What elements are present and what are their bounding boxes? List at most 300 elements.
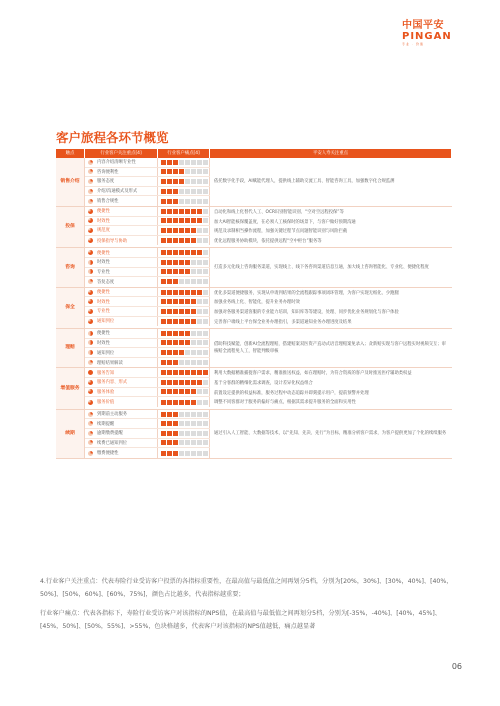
painpoint-square <box>197 350 202 355</box>
table-row <box>85 268 210 278</box>
focus-item-label: 通知到位 <box>97 319 115 325</box>
painpoint-square <box>185 389 190 394</box>
painpoint-square <box>179 199 184 204</box>
table-row <box>85 258 210 268</box>
painpoint-square <box>197 421 202 426</box>
focus-item-label: 时效性 <box>97 260 110 266</box>
painpoint-square <box>173 218 178 223</box>
painpoint-square <box>203 169 208 174</box>
painpoint-square <box>203 160 208 165</box>
table-row <box>85 307 210 317</box>
painpoint-square <box>161 260 166 265</box>
painpoint-square <box>173 412 178 417</box>
painpoint-square <box>191 331 196 336</box>
painpoint-blocks <box>158 448 210 458</box>
painpoint-square <box>167 309 172 314</box>
table-row <box>85 419 210 429</box>
painpoint-square <box>161 350 166 355</box>
painpoint-blocks <box>158 329 210 338</box>
painpoint-square <box>161 228 166 233</box>
journey-table <box>56 149 452 459</box>
painpoint-square <box>173 400 178 405</box>
painpoint-blocks <box>158 196 210 206</box>
painpoint-square <box>161 440 166 445</box>
painpoint-square <box>167 269 172 274</box>
focus-item-label: 服务体验 <box>97 389 115 395</box>
painpoint-square <box>197 431 202 436</box>
painpoint-square <box>173 238 178 243</box>
painpoint-square <box>173 309 178 314</box>
importance-pie-icon <box>88 279 93 284</box>
painpoint-square <box>167 451 172 456</box>
painpoint-square <box>167 260 172 265</box>
painpoint-square <box>191 179 196 184</box>
painpoint-square <box>173 299 178 304</box>
painpoint-square <box>197 319 202 324</box>
painpoint-square <box>161 431 166 436</box>
painpoint-square <box>173 451 178 456</box>
importance-pie-icon <box>88 400 93 405</box>
painpoint-square <box>173 260 178 265</box>
painpoint-square <box>197 331 202 336</box>
painpoint-square <box>161 421 166 426</box>
focus-item-label: 缴费便捷性 <box>97 451 119 457</box>
focus-item-label: 理赔结果解读 <box>97 360 123 366</box>
focus-text-line: 调整不同客群对于服务的偏好与痛点，根据其需求提升服务的全面和实用性 <box>214 400 356 406</box>
painpoint-square <box>173 199 178 204</box>
header-touchpoint: 触点 <box>56 149 85 158</box>
painpoint-square <box>191 189 196 194</box>
painpoint-square <box>173 290 178 295</box>
painpoint-blocks <box>158 378 210 387</box>
painpoint-square <box>191 250 196 255</box>
painpoint-square <box>161 400 166 405</box>
painpoint-square <box>173 228 178 233</box>
painpoint-blocks <box>158 226 210 235</box>
painpoint-square <box>203 400 208 405</box>
focus-item-label: 便捷性 <box>97 331 110 337</box>
painpoint-square <box>203 179 208 184</box>
painpoint-square <box>161 331 166 336</box>
table-row <box>85 158 210 168</box>
importance-pie-icon <box>88 431 93 436</box>
importance-pie-icon <box>88 269 93 274</box>
painpoint-square <box>167 160 172 165</box>
focus-text-line: 优化多渠道便捷服务，实现从申请到结果的全流程跟踪事项闭环管理，为客户实现无纸化、少跑腿 <box>214 290 399 296</box>
painpoint-square <box>185 238 190 243</box>
painpoint-square <box>185 299 190 304</box>
painpoint-square <box>203 218 208 223</box>
painpoint-blocks <box>158 217 210 226</box>
table-row <box>85 217 210 227</box>
group-label: 增值服务 <box>56 368 85 408</box>
painpoint-square <box>203 360 208 365</box>
painpoint-square <box>191 309 196 314</box>
focus-text-line: 规范及录制相当操作流程，加强关键过程节点问题智能识别与风险拦截 <box>214 229 348 235</box>
pingan-focus-text <box>210 207 452 247</box>
importance-pie-icon <box>88 238 93 243</box>
painpoint-square <box>161 169 166 174</box>
painpoint-square <box>179 169 184 174</box>
painpoint-square <box>203 319 208 324</box>
painpoint-square <box>179 250 184 255</box>
painpoint-square <box>173 250 178 255</box>
painpoint-blocks <box>158 177 210 186</box>
painpoint-blocks <box>158 339 210 348</box>
painpoint-square <box>203 440 208 445</box>
header-focus: 行业客户关注重点[4] <box>85 149 158 158</box>
painpoint-square <box>179 218 184 223</box>
painpoint-square <box>173 189 178 194</box>
painpoint-square <box>191 279 196 284</box>
painpoint-square <box>185 250 190 255</box>
painpoint-square <box>191 370 196 375</box>
painpoint-square <box>179 309 184 314</box>
painpoint-square <box>167 169 172 174</box>
painpoint-square <box>203 380 208 385</box>
painpoint-square <box>179 400 184 405</box>
importance-pie-icon <box>88 209 93 214</box>
painpoint-square <box>161 299 166 304</box>
painpoint-square <box>179 160 184 165</box>
painpoint-square <box>185 269 190 274</box>
painpoint-square <box>161 340 166 345</box>
importance-pie-icon <box>88 440 93 445</box>
painpoint-square <box>167 340 172 345</box>
painpoint-square <box>185 218 190 223</box>
painpoint-square <box>185 189 190 194</box>
group-label: 销售介绍 <box>56 158 85 206</box>
painpoint-square <box>197 169 202 174</box>
table-row <box>85 277 210 287</box>
painpoint-blocks <box>158 317 210 327</box>
painpoint-square <box>173 269 178 274</box>
painpoint-square <box>173 350 178 355</box>
painpoint-square <box>203 412 208 417</box>
painpoint-square <box>161 380 166 385</box>
painpoint-square <box>161 412 166 417</box>
painpoint-square <box>197 160 202 165</box>
painpoint-square <box>197 400 202 405</box>
painpoint-blocks <box>158 410 210 419</box>
painpoint-square <box>203 279 208 284</box>
painpoint-blocks <box>158 277 210 287</box>
painpoint-square <box>167 279 172 284</box>
painpoint-square <box>161 309 166 314</box>
importance-pie-icon <box>88 389 93 394</box>
focus-text-line: 自动化和线上化替代人工、OCR识别智能识别、“空对空远程投保”等 <box>214 209 344 215</box>
painpoint-square <box>167 331 172 336</box>
painpoint-square <box>179 340 184 345</box>
painpoint-square <box>203 370 208 375</box>
painpoint-square <box>197 238 202 243</box>
painpoint-square <box>167 380 172 385</box>
painpoint-square <box>185 169 190 174</box>
painpoint-square <box>173 380 178 385</box>
painpoint-square <box>179 290 184 295</box>
painpoint-square <box>197 380 202 385</box>
painpoint-square <box>191 340 196 345</box>
table-row <box>85 368 210 378</box>
painpoint-square <box>197 309 202 314</box>
pingan-focus-text <box>210 329 452 367</box>
focus-item-label: 介绍/沟通模式及形式 <box>97 189 138 195</box>
painpoint-square <box>185 350 190 355</box>
pingan-focus-text <box>210 368 452 408</box>
painpoint-square <box>185 421 190 426</box>
table-group <box>56 410 452 459</box>
painpoint-square <box>185 228 190 233</box>
painpoint-square <box>179 440 184 445</box>
table-row <box>85 248 210 258</box>
painpoint-square <box>179 269 184 274</box>
focus-item-label: 服务内容、形式 <box>97 380 128 386</box>
painpoint-square <box>185 370 190 375</box>
painpoint-square <box>167 360 172 365</box>
table-group <box>56 329 452 368</box>
painpoint-square <box>173 160 178 165</box>
painpoint-square <box>197 250 202 255</box>
table-row <box>85 317 210 327</box>
focus-text-line: 利用大数据精准捕捉客户需求，精准推送权益，如在理赔时，为符合资质的客户及时推送医疗辅助类权益 <box>214 371 412 377</box>
importance-pie-icon <box>88 380 93 385</box>
focus-item-label: 投保指导与协助 <box>97 238 128 244</box>
focus-item-label: 销售合规性 <box>97 199 119 205</box>
pingan-focus-text <box>210 288 452 328</box>
focus-item-label: 答复态度 <box>97 279 115 285</box>
painpoint-square <box>179 331 184 336</box>
painpoint-square <box>185 290 190 295</box>
table-group <box>56 368 452 409</box>
painpoint-square <box>179 179 184 184</box>
painpoint-square <box>191 160 196 165</box>
painpoint-square <box>185 412 190 417</box>
painpoint-square <box>161 389 166 394</box>
importance-pie-icon <box>88 228 93 233</box>
painpoint-square <box>161 360 166 365</box>
painpoint-square <box>191 319 196 324</box>
focus-item-label: 便捷性 <box>97 209 110 215</box>
painpoint-blocks <box>158 187 210 196</box>
painpoint-square <box>197 179 202 184</box>
painpoint-square <box>179 431 184 436</box>
table-row <box>85 439 210 449</box>
table-row <box>85 196 210 206</box>
painpoint-blocks <box>158 207 210 216</box>
painpoint-square <box>179 228 184 233</box>
painpoint-square <box>185 160 190 165</box>
focus-text-line: 加大AI智能核保覆盖度，在必须人工核保时的场景下，与客户做好预期沟通 <box>214 219 356 225</box>
importance-pie-icon <box>88 160 93 165</box>
focus-text-line: 通过引入人工智能、大数据等技术，以“先知、先决、先行”为目标，精准分析客户需求，为客户提供更加了个化的续续服务 <box>214 431 447 437</box>
pingan-focus-text <box>210 158 452 206</box>
focus-text-line: 打造多元化线上咨询服务渠道，实现线上、线下各咨询渠道信息互通，加大线上咨询智能化、专业化、便捷化程度 <box>214 264 429 270</box>
painpoint-square <box>191 169 196 174</box>
table-row <box>85 429 210 439</box>
painpoint-square <box>161 451 166 456</box>
painpoint-square <box>191 218 196 223</box>
importance-pie-icon <box>88 350 93 355</box>
painpoint-square <box>167 370 172 375</box>
painpoint-square <box>167 189 172 194</box>
painpoint-square <box>191 238 196 243</box>
group-label: 投保 <box>56 207 85 247</box>
importance-pie-icon <box>88 370 93 375</box>
table-body <box>56 158 452 459</box>
painpoint-square <box>161 290 166 295</box>
importance-pie-icon <box>88 309 93 314</box>
painpoint-square <box>197 451 202 456</box>
painpoint-square <box>173 179 178 184</box>
importance-pie-icon <box>88 340 93 345</box>
footnote-painpoint: 行业客户痛点：代表各指标下，寿险行业受访客户对该指标的NPS值，在最高值与最低值之间再划分5档，分别为[-35%，-40%]、[40%，45%]、[45%，50%]、[50%，55%]、>55%，色块格越多，代表客户对该指标的NPS值越低，痛点越显著 <box>40 610 441 630</box>
painpoint-square <box>185 400 190 405</box>
painpoint-blocks <box>158 368 210 377</box>
painpoint-square <box>167 218 172 223</box>
painpoint-square <box>197 370 202 375</box>
painpoint-square <box>191 228 196 233</box>
painpoint-square <box>167 350 172 355</box>
importance-pie-icon <box>88 319 93 324</box>
focus-item-label: 专业性 <box>97 269 110 275</box>
table-row <box>85 168 210 178</box>
painpoint-square <box>167 400 172 405</box>
importance-pie-icon <box>88 218 93 223</box>
painpoint-square <box>197 360 202 365</box>
focus-item-label: 时效性 <box>97 218 110 224</box>
painpoint-square <box>185 179 190 184</box>
painpoint-square <box>197 340 202 345</box>
table-row <box>85 207 210 217</box>
table-row <box>85 448 210 458</box>
painpoint-square <box>197 260 202 265</box>
painpoint-square <box>191 199 196 204</box>
table-group <box>56 158 452 207</box>
painpoint-square <box>185 209 190 214</box>
painpoint-square <box>167 290 172 295</box>
importance-pie-icon <box>88 451 93 456</box>
focus-item-label: 通知到位 <box>97 350 115 356</box>
table-row <box>85 187 210 197</box>
painpoint-square <box>161 370 166 375</box>
painpoint-blocks <box>158 429 210 438</box>
painpoint-square <box>203 290 208 295</box>
focus-item-label: 服务告知 <box>97 370 115 376</box>
focus-text-line: 依托数字化手段，AI赋能代理人，提供线上辅助交流工具、智能咨询工具，加强数字化合规监测 <box>214 179 395 185</box>
painpoint-square <box>185 380 190 385</box>
painpoint-square <box>197 412 202 417</box>
painpoint-square <box>173 440 178 445</box>
painpoint-square <box>173 360 178 365</box>
painpoint-square <box>161 189 166 194</box>
painpoint-square <box>191 269 196 274</box>
painpoint-square <box>167 412 172 417</box>
painpoint-square <box>161 269 166 274</box>
importance-pie-icon <box>88 250 93 255</box>
painpoint-square <box>197 269 202 274</box>
painpoint-square <box>203 189 208 194</box>
painpoint-square <box>179 238 184 243</box>
painpoint-square <box>161 250 166 255</box>
painpoint-square <box>179 299 184 304</box>
painpoint-blocks <box>158 168 210 177</box>
painpoint-square <box>197 218 202 223</box>
painpoint-square <box>173 319 178 324</box>
table-row <box>85 339 210 349</box>
table-row <box>85 236 210 246</box>
painpoint-blocks <box>158 307 210 316</box>
table-row <box>85 397 210 407</box>
painpoint-square <box>191 440 196 445</box>
importance-pie-icon <box>88 299 93 304</box>
focus-text-line: 加强业务线上化、智能化，提升业务办理时效 <box>214 300 300 306</box>
importance-pie-icon <box>88 421 93 426</box>
painpoint-square <box>167 179 172 184</box>
painpoint-square <box>161 209 166 214</box>
painpoint-square <box>197 209 202 214</box>
page-number: 06 <box>451 662 462 671</box>
painpoint-square <box>191 421 196 426</box>
table-row <box>85 388 210 398</box>
painpoint-square <box>203 431 208 436</box>
table-row <box>85 348 210 358</box>
painpoint-square <box>185 279 190 284</box>
painpoint-square <box>191 350 196 355</box>
importance-pie-icon <box>88 331 93 336</box>
table-row <box>85 358 210 368</box>
painpoint-square <box>197 440 202 445</box>
painpoint-square <box>203 421 208 426</box>
painpoint-square <box>161 199 166 204</box>
logo-sub: 专业 · 价值 <box>402 42 424 46</box>
painpoint-blocks <box>158 439 210 448</box>
painpoint-square <box>179 389 184 394</box>
painpoint-square <box>167 238 172 243</box>
table-header <box>56 149 452 158</box>
painpoint-square <box>173 389 178 394</box>
painpoint-square <box>179 370 184 375</box>
painpoint-square <box>179 451 184 456</box>
painpoint-blocks <box>158 248 210 257</box>
focus-item-label: 时效性 <box>97 299 110 305</box>
painpoint-square <box>191 360 196 365</box>
painpoint-square <box>167 250 172 255</box>
importance-pie-icon <box>88 189 93 194</box>
painpoint-square <box>185 199 190 204</box>
painpoint-square <box>197 290 202 295</box>
table-group <box>56 288 452 329</box>
painpoint-square <box>179 350 184 355</box>
painpoint-square <box>179 279 184 284</box>
focus-item-label: 时效性 <box>97 340 110 346</box>
painpoint-square <box>185 319 190 324</box>
painpoint-square <box>173 209 178 214</box>
painpoint-square <box>161 218 166 223</box>
painpoint-square <box>191 400 196 405</box>
painpoint-square <box>179 319 184 324</box>
painpoint-square <box>179 360 184 365</box>
logo-en: PINGAN <box>402 31 452 42</box>
painpoint-square <box>167 440 172 445</box>
painpoint-square <box>179 209 184 214</box>
painpoint-square <box>203 250 208 255</box>
focus-item-label: 续费已通知到位 <box>97 440 128 446</box>
painpoint-square <box>197 299 202 304</box>
group-label: 保全 <box>56 288 85 328</box>
importance-pie-icon <box>88 199 93 204</box>
painpoint-blocks <box>158 258 210 267</box>
focus-item-label: 便捷性 <box>97 290 110 296</box>
